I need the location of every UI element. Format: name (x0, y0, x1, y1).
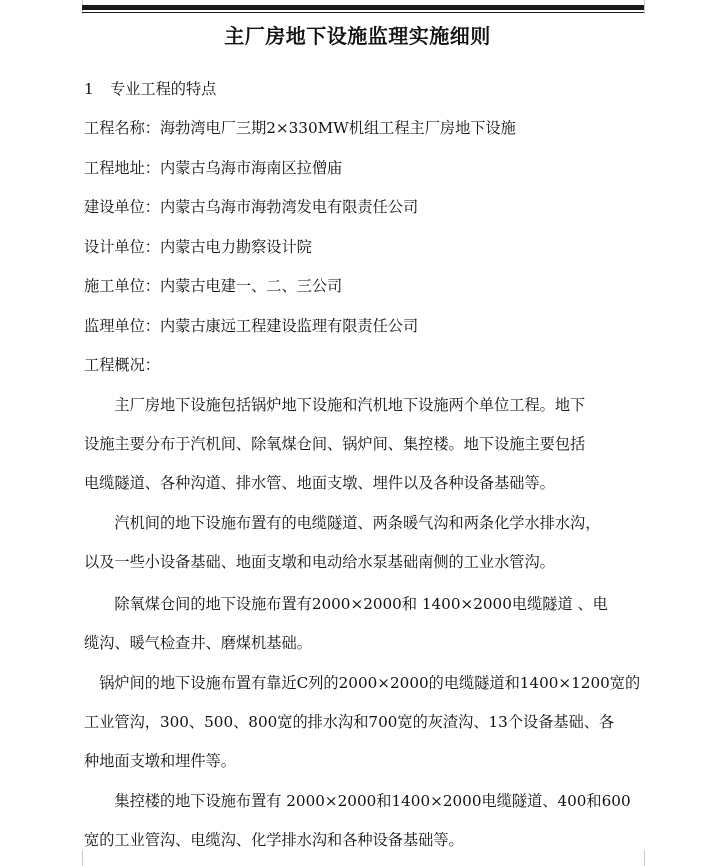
document-title: 主厂房地下设施监理实施细则 (224, 24, 491, 48)
corner-mark-bottom-left (82, 850, 83, 866)
paragraph-line: 宽的工业管沟、电缆沟、化学排水沟和各种设备基础等。 (84, 831, 464, 849)
section-number: 1 (84, 80, 94, 98)
paragraph-line: 锅炉间的地下设施布置有靠近C列的2000×2000的电缆隧道和1400×1200宽的 (84, 674, 641, 692)
corner-mark-bottom-right (644, 850, 645, 866)
field-label: 工程名称： (84, 119, 160, 137)
paragraph-line: 缆沟、暖气检查井、磨煤机基础。 (84, 634, 312, 652)
field-value: 内蒙古康远工程建设监理有限责任公司 (159, 317, 419, 335)
field-label: 监理单位： (84, 317, 160, 335)
paragraph-line: 主厂房地下设施包括锅炉地下设施和汽机地下设施两个单位工程。地下 (84, 396, 586, 414)
field-contractor (84, 275, 342, 297)
field-label: 建设单位： (84, 198, 160, 216)
paragraph-line: 除氧煤仓间的地下设施布置有2000×2000和 1400×2000电缆隧道 、电 (84, 595, 608, 613)
field-label: 工程地址： (84, 159, 160, 177)
field-label: 施工单位： (84, 277, 160, 295)
field-value: 内蒙古电力勘察设计院 (159, 238, 312, 256)
paragraph-line: 汽机间的地下设施布置有的电缆隧道、两条暖气沟和两条化学水排水沟， (84, 514, 601, 532)
paragraph-line: 设施主要分布于汽机间、除氧煤仓间、锅炉间、集控楼。地下设施主要包括 (84, 435, 586, 453)
header-rule-thick (82, 5, 644, 10)
paragraph-line: 以及一些小设备基础、地面支墩和电动给水泵基础南侧的工业水管沟。 (84, 553, 555, 571)
paragraph-line: 种地面支墩和埋件等。 (84, 752, 236, 770)
corner-mark-top-right (644, 0, 645, 14)
section-heading (84, 78, 216, 100)
field-value: 海勃湾电厂三期2×330MW机组工程主厂房地下设施 (159, 119, 516, 137)
paragraph-line: 电缆隧道、各种沟道、排水管、地面支墩、埋件以及各种设备基础等。 (84, 474, 555, 492)
field-project-address (84, 157, 342, 179)
overview-label: 工程概况： (84, 356, 160, 374)
header-rule-thin (82, 12, 644, 13)
paragraph-line: 集控楼的地下设施布置有 2000×2000和1400×2000电缆隧道、400和600 (84, 792, 631, 810)
field-label: 设计单位： (84, 238, 160, 256)
field-designer (84, 236, 312, 258)
field-project-name (84, 117, 516, 139)
field-value: 内蒙古乌海市海南区拉僧庙 (159, 159, 343, 177)
field-supervisor (84, 315, 418, 337)
field-value: 内蒙古乌海市海勃湾发电有限责任公司 (159, 198, 419, 216)
paragraph-line: 工业管沟，300、500、800宽的排水沟和700宽的灰渣沟、13个设备基础、各 (84, 713, 615, 731)
field-owner (84, 196, 418, 218)
field-value: 内蒙古电建一、二、三公司 (159, 277, 343, 295)
section-heading-text: 专业工程的特点 (110, 80, 217, 98)
